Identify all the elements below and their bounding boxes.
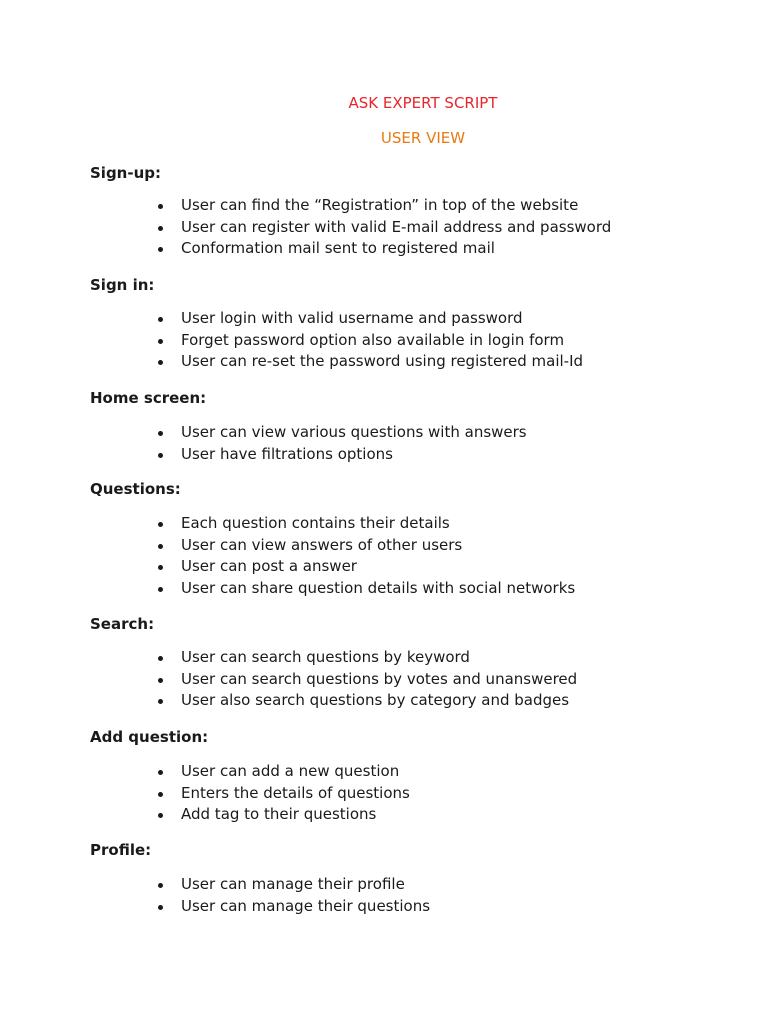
list-item: User can share question details with social networks [158, 578, 575, 600]
bullet-list-sign-up [158, 195, 611, 260]
list-item: User can re-set the password using registered mail-Id [158, 351, 583, 373]
bullet-icon [158, 431, 163, 436]
bullet-list-home-screen [158, 422, 527, 465]
bullet-icon [158, 544, 163, 549]
section-heading-questions: Questions: [90, 480, 181, 498]
document-title: ASK EXPERT SCRIPT [348, 94, 498, 112]
bullet-list-questions [158, 513, 575, 600]
list-item: Add tag to their questions [158, 804, 410, 826]
bullet-list-search [158, 647, 577, 712]
bullet-icon [158, 204, 163, 209]
bullet-icon [158, 565, 163, 570]
bullet-icon [158, 317, 163, 322]
list-item: User can manage their profile [158, 874, 430, 896]
list-item: User can find the “Registration” in top of the website [158, 195, 611, 217]
document-subtitle: USER VIEW [380, 129, 466, 147]
list-item: User can view answers of other users [158, 535, 575, 557]
list-item: User have filtrations options [158, 444, 527, 466]
list-item: Enters the details of questions [158, 783, 410, 805]
section-heading-home-screen: Home screen: [90, 389, 207, 407]
list-item: User can register with valid E-mail address and password [158, 217, 611, 239]
list-item: User also search questions by category and badges [158, 690, 577, 712]
bullet-icon [158, 226, 163, 231]
list-item: User can view various questions with answers [158, 422, 527, 444]
section-heading-search: Search: [90, 615, 155, 633]
bullet-icon [158, 453, 163, 458]
bullet-icon [158, 339, 163, 344]
bullet-icon [158, 699, 163, 704]
list-item: User can post a answer [158, 556, 575, 578]
bullet-icon [158, 770, 163, 775]
list-item: Forget password option also available in login form [158, 330, 583, 352]
bullet-icon [158, 792, 163, 797]
section-heading-add-question: Add question: [90, 728, 209, 746]
bullet-icon [158, 247, 163, 252]
bullet-icon [158, 883, 163, 888]
bullet-icon [158, 678, 163, 683]
bullet-list-profile [158, 874, 430, 917]
list-item: User login with valid username and password [158, 308, 583, 330]
list-item: Conformation mail sent to registered mail [158, 238, 611, 260]
bullet-icon [158, 905, 163, 910]
list-item: User can search questions by votes and unanswered [158, 669, 577, 691]
bullet-icon [158, 360, 163, 365]
bullet-list-add-question [158, 761, 410, 826]
bullet-icon [158, 813, 163, 818]
list-item: User can manage their questions [158, 896, 430, 918]
bullet-list-sign-in [158, 308, 583, 373]
bullet-icon [158, 522, 163, 527]
bullet-icon [158, 656, 163, 661]
section-heading-sign-in: Sign in: [90, 276, 155, 294]
section-heading-profile: Profile: [90, 841, 152, 859]
list-item: Each question contains their details [158, 513, 575, 535]
list-item: User can add a new question [158, 761, 410, 783]
bullet-icon [158, 587, 163, 592]
list-item: User can search questions by keyword [158, 647, 577, 669]
section-heading-sign-up: Sign-up: [90, 164, 162, 182]
